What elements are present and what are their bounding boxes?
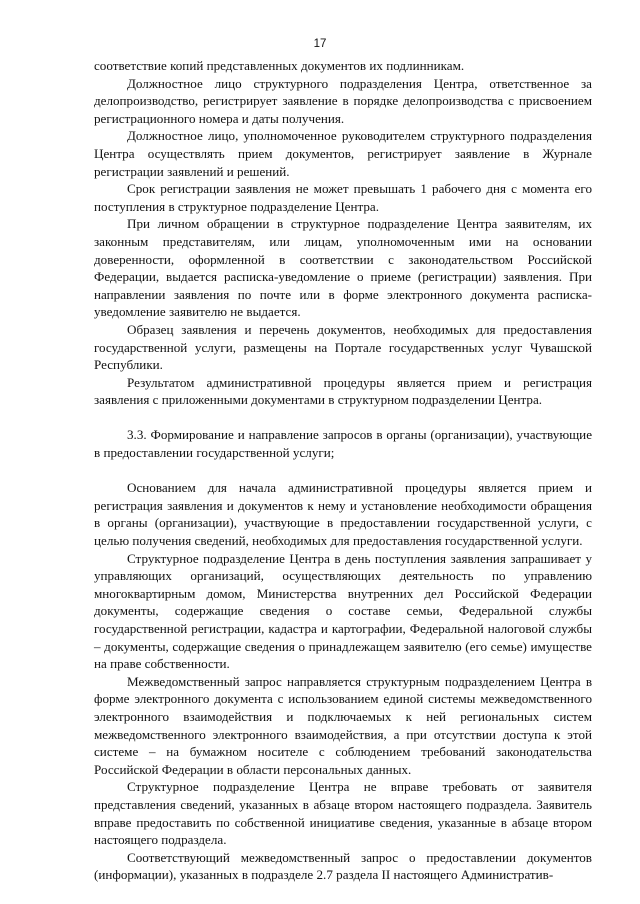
page-number: 17	[313, 38, 327, 50]
document-body	[94, 57, 592, 884]
paragraph-request-documents: Соответствующий межведомственный запрос о предоставлении документов (информации), указанных в подразделе 2.7 раздела II настоящего Административ-	[94, 849, 592, 883]
paragraph-registration-journal: Должностное лицо, уполномоченное руководителем структурного подразделения Центра осуществлять прием документов, регистрирует заявление в Журнале регистрации заявлений и решений.	[94, 128, 592, 179]
blank-line	[94, 462, 592, 480]
paragraph-procedure-basis: Основанием для начала административной процедуры является прием и регистрация заявления и документов к нему и установление необходимости обращения в органы (организации), участвующие в предоставлении государственной услуги, с целью получения сведений, необходимых для предоставления государственной услуги.	[94, 480, 592, 549]
paragraph-interagency-request: Межведомственный запрос направляется структурным подразделением Центра в форме электронного документа с использованием единой системы межведомственного электронного взаимодействия и подключаемых к ней региональных систем межведомственного электронного взаимодействия, а при отсутствии доступа к этой системе – на бумажном носителе с соблюдением требований законодательства Российской Федерации в области персональных данных.	[94, 673, 592, 777]
paragraph-continuation: соответствие копий представленных документов их подлинникам.	[94, 58, 465, 73]
section-heading-3-3: 3.3. Формирование и направление запросов в органы (организации), участвующие в предоставлении государственной услуги;	[94, 427, 592, 461]
paragraph-registration-term: Срок регистрации заявления не может превышать 1 рабочего дня с момента его поступления в структурное подразделение Центра.	[94, 181, 592, 214]
paragraph-applicant-rights: Структурное подразделение Центра не вправе требовать от заявителя представления сведений, указанных в абзаце втором настоящего подраздела. Заявитель вправе предоставить по собственной инициативе сведения, указанные в абзаце втором настоящего подраздела.	[94, 779, 592, 848]
paragraph-receipt-notice: При личном обращении в структурное подразделение Центра заявителям, их законным представителям, или лицам, уполномоченным ими на основании доверенности, оформленной в соответствии с законодательством Российской Федерации, выдается расписка-уведомление о приеме (регистрации) заявления. При направлении заявления по почте или в форме электронного документа расписка-уведомление заявителю не выдается.	[94, 216, 592, 320]
paragraph-procedure-result: Результатом административной процедуры является прием и регистрация заявления с приложенными документами в структурном подразделении Центра.	[94, 374, 592, 408]
paragraph-requests: Структурное подразделение Центра в день поступления заявления запрашивает у управляющих организаций, осуществляющих деятельность по управлению многоквартирным домом, Министерства внутренних дел Российской Федерации документы, содержащие сведения о составе семьи, Федеральной службы государственной регистрации, кадастра и картографии, Федеральной налоговой службы – документы, содержащие сведения о принадлежащем заявителю (его семье) имуществе на праве собственности.	[94, 550, 592, 672]
paragraph-registration-office: Должностное лицо структурного подразделения Центра, ответственное за делопроизводство, регистрирует заявление в порядке делопроизводства с присвоением регистрационного номера и даты получения.	[94, 75, 592, 126]
paragraph-sample-form: Образец заявления и перечень документов, необходимых для предоставления государственной услуги, размещены на Портале государственных услуг Чувашской Республики.	[94, 321, 592, 373]
